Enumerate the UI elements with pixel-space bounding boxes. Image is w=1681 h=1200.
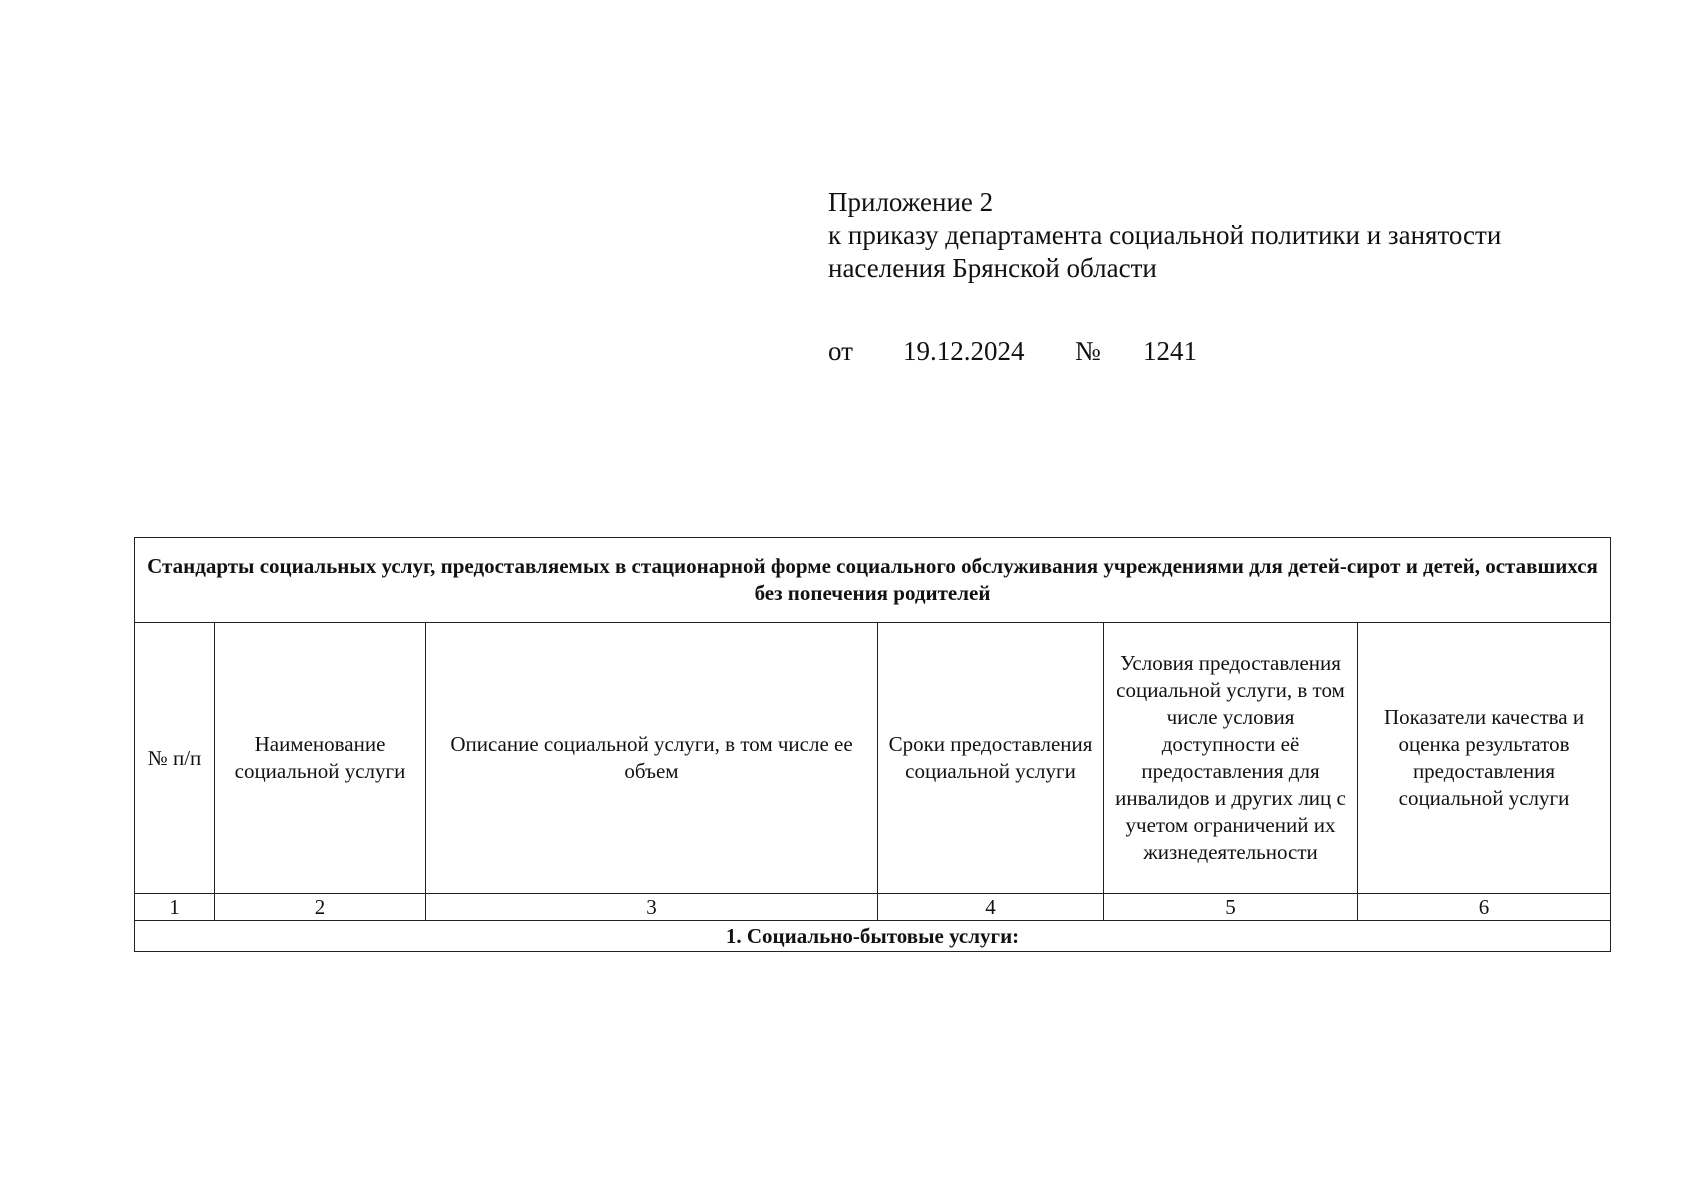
section-title: 1. Социально-бытовые услуги: [135, 921, 1611, 952]
appendix-order-ref: к приказу департамента социальной политики и занятости [828, 220, 1502, 250]
order-from-label: от [828, 336, 853, 366]
column-numbers-row [135, 894, 1611, 921]
column-number-3: 3 [426, 894, 878, 921]
column-header-number: № п/п [135, 623, 215, 894]
appendix-title: Приложение 2 [828, 187, 994, 217]
order-date-line [828, 334, 1428, 368]
column-number-2: 2 [215, 894, 426, 921]
column-number-4: 4 [878, 894, 1104, 921]
column-number-6: 6 [1358, 894, 1611, 921]
table-header-row [135, 623, 1611, 894]
appendix-region: населения Брянской области [828, 253, 1157, 283]
section-row [135, 921, 1611, 952]
standards-table [134, 537, 1611, 952]
column-header-service-name: Наименование социальной услуги [215, 623, 426, 894]
column-number-1: 1 [135, 894, 215, 921]
order-number-sign: № [1075, 336, 1101, 366]
column-header-terms: Сроки предоставления социальной услуги [878, 623, 1104, 894]
appendix-header [828, 186, 1588, 285]
order-number: 1241 [1143, 336, 1197, 366]
column-header-quality: Показатели качества и оценка результатов предоставления социальной услуги [1358, 623, 1611, 894]
column-number-5: 5 [1104, 894, 1358, 921]
column-header-conditions: Условия предоставления социальной услуги, в том числе условия доступности её предоставления для инвалидов и других лиц с учетом ограничений их жизнедеятельности [1104, 623, 1358, 894]
column-header-description: Описание социальной услуги, в том числе ее объем [426, 623, 878, 894]
table-title: Стандарты социальных услуг, предоставляемых в стационарной форме социального обслуживания учреждениями для детей-сирот и детей, оставшихся без попечения родителей [135, 538, 1611, 623]
order-date: 19.12.2024 [903, 336, 1025, 366]
